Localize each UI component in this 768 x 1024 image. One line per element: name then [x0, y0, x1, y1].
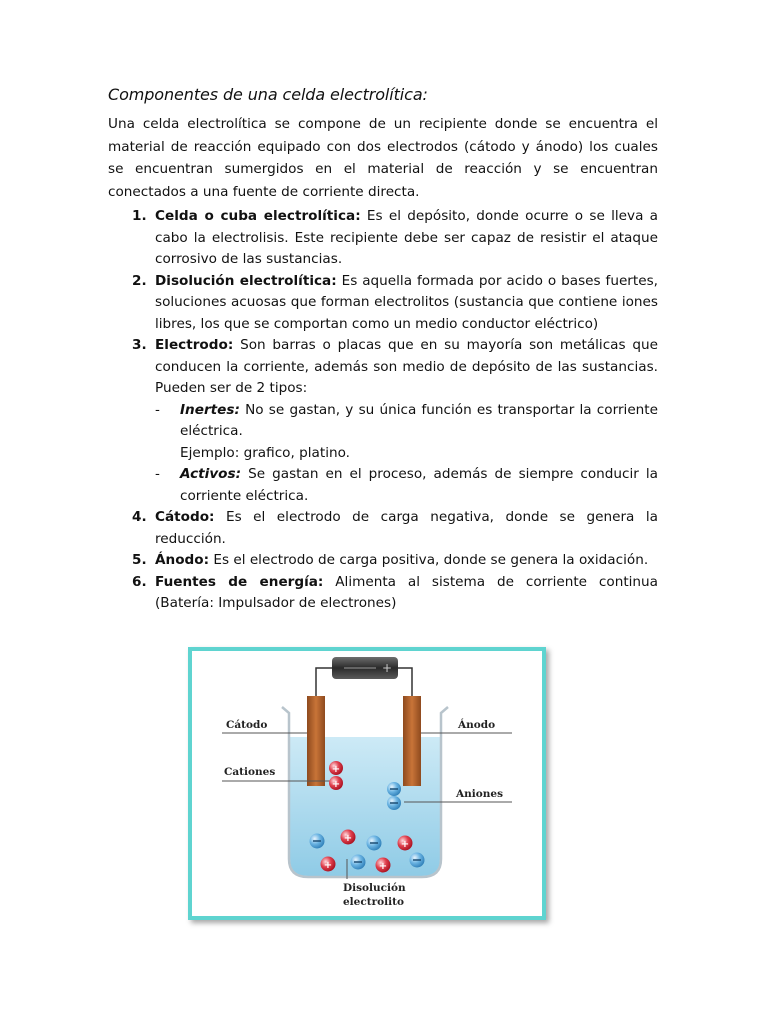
solution-label-line2: electrolito [343, 896, 404, 908]
anion-icon [387, 782, 401, 796]
anode-label: Ánodo [458, 719, 496, 731]
svg-text:+: + [343, 833, 353, 844]
item-term: Disolución electrolítica: [155, 272, 337, 289]
example-line: Ejemplo: grafico, platino. [180, 444, 350, 461]
cell-diagram [192, 651, 542, 916]
dash-marker: - [155, 401, 160, 418]
list-item-celda [108, 206, 658, 271]
sub-text: No se gastan, y su única función es transportar la corriente eléctrica. [180, 401, 658, 439]
cation-icon [376, 858, 391, 873]
svg-text:+: + [382, 661, 393, 675]
cation-icon [321, 857, 336, 872]
list-item-disolucion [108, 271, 658, 336]
item-term: Cátodo: [155, 509, 215, 525]
cathode-label: Cátodo [226, 719, 268, 731]
item-number: 3. [132, 337, 147, 353]
dash-marker: - [155, 466, 160, 482]
item-term: Electrodo: [155, 337, 234, 353]
item-text: Son barras o placas que en su mayoría son metálicas que conducen la corriente, además son medio de depósito de las sustancias. Pueden ser de 2 tipos: [155, 337, 658, 396]
anion-icon [310, 834, 325, 849]
electrode-types [155, 400, 658, 508]
item-term: Celda o cuba electrolítica: [155, 208, 361, 224]
item-text: Es el depósito, donde ocurre o se lleva a cabo la electrolisis. Este recipiente debe ser capaz de resistir el ataque corrosivo de las sustancias. [155, 208, 658, 267]
solution-label-line1: Disolución [343, 882, 406, 894]
sub-term: Activos: [180, 466, 242, 482]
item-text: Es el electrodo de carga positiva, donde se genera la oxidación. [209, 552, 649, 568]
anions-label: Aniones [456, 788, 503, 800]
sub-item-activos [155, 464, 658, 507]
component-list [108, 206, 658, 615]
anion-icon [387, 796, 401, 810]
item-term: Ánodo: [155, 552, 210, 568]
item-number: 2. [132, 272, 147, 289]
item-text: Es el electrodo de carga negativa, donde se genera la reducción. [155, 509, 658, 547]
cathode-electrode [307, 696, 325, 786]
svg-text:+: + [323, 860, 333, 871]
svg-text:+: + [331, 779, 341, 790]
anode-electrode [403, 696, 421, 786]
svg-text:+: + [331, 764, 341, 775]
item-number: 1. [132, 208, 147, 224]
anion-icon [367, 836, 382, 851]
item-term: Fuentes de energía: [155, 573, 324, 590]
svg-text:+: + [400, 839, 410, 850]
intro-paragraph: Una celda electrolítica se compone de un recipiente donde se encuentra el material de reacción equipado con dos electrodos (cátodo y ánodo) los cuales se encuentran sumergidos en el material de reacción y se encuentran conectados a una fuente de corriente directa. [108, 116, 658, 200]
section-title: Componentes de una celda electrolítica: [108, 85, 428, 104]
cation-icon [398, 836, 413, 851]
electrolytic-cell-figure [188, 647, 546, 920]
list-item-catodo [108, 507, 658, 550]
cation-icon [341, 830, 356, 845]
cation-icon [329, 761, 343, 775]
cations-label: Cationes [224, 766, 276, 778]
sub-term: Inertes: [180, 401, 240, 418]
svg-text:+: + [378, 861, 388, 872]
anion-icon [410, 853, 425, 868]
item-text: Es aquella formada por acido o bases fuertes, soluciones acuosas que forman electrolitos (sustancia que contiene iones libres, los que se comportan como un medio conductor eléctrico) [155, 272, 658, 332]
list-item-anodo [108, 550, 658, 572]
list-item-electrodo [108, 335, 658, 507]
list-item-fuentes [108, 572, 658, 615]
sub-item-inertes [155, 400, 658, 465]
cation-icon [329, 776, 343, 790]
item-text: Alimenta al sistema de corriente continua (Batería: Impulsador de electrones) [155, 573, 658, 611]
item-number: 4. [132, 509, 147, 525]
item-number: 5. [132, 552, 147, 568]
sub-text: Se gastan en el proceso, además de siempre conducir la corriente eléctrica. [180, 466, 658, 504]
battery-icon [332, 657, 398, 679]
item-number: 6. [132, 573, 147, 590]
anion-icon [351, 855, 366, 870]
